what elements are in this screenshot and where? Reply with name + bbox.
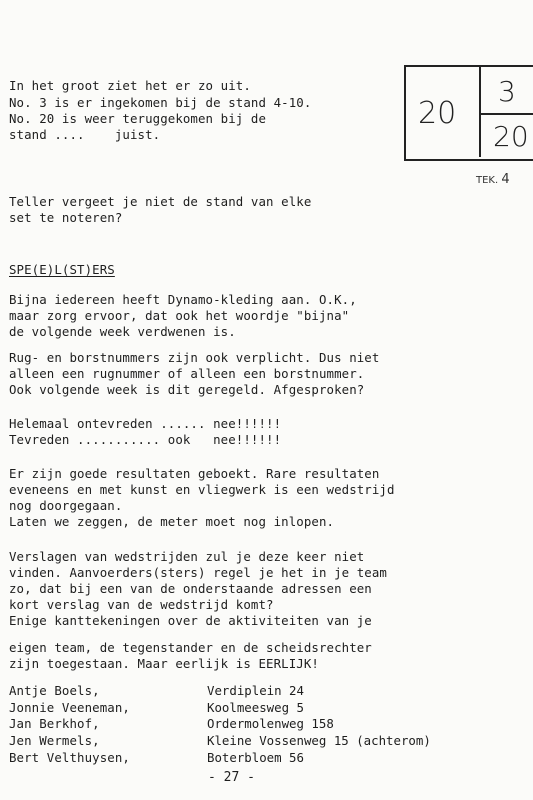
paragraph-line: Ook volgende week is dit geregeld. Afgesproken? bbox=[9, 382, 365, 397]
scoreboard-left-number: 20 bbox=[418, 96, 457, 131]
intro-line: stand .... juist. bbox=[9, 127, 161, 142]
paragraph-line: Tevreden ........... ook nee!!!!!! bbox=[9, 432, 282, 447]
contact-address: Ordermolenweg 158 bbox=[207, 716, 334, 731]
contact-name: Jan Berkhof, bbox=[9, 716, 100, 731]
scoreboard-bottom-number: 20 bbox=[493, 120, 529, 153]
contact-name: Bert Velthuysen, bbox=[9, 750, 130, 765]
paragraph-line: alleen een rugnummer of alleen een borstnummer. bbox=[9, 366, 365, 381]
contact-name: Jen Wermels, bbox=[9, 733, 100, 748]
scoreboard-figure bbox=[398, 61, 533, 161]
paragraph-line: kort verslag van de wedstrijd komt? bbox=[9, 597, 274, 612]
teller-note-line: Teller vergeet je niet de stand van elke bbox=[9, 194, 312, 209]
paragraph-line: eigen team, de tegenstander en de scheidsrechter bbox=[9, 640, 372, 655]
intro-line: No. 3 is er ingekomen bij de stand 4-10. bbox=[9, 95, 312, 110]
scoreboard-divider bbox=[479, 65, 481, 157]
paragraph-line: vinden. Aanvoerders(sters) regel je het in je team bbox=[9, 565, 387, 580]
paragraph-line: maar zorg ervoor, dat ook het woordje "bijna" bbox=[9, 308, 350, 323]
contact-address: Verdiplein 24 bbox=[207, 683, 304, 698]
paragraph-line: de volgende week verdwenen is. bbox=[9, 324, 236, 339]
paragraph-line: nog doorgegaan. bbox=[9, 498, 123, 513]
contact-name: Jonnie Veeneman, bbox=[9, 700, 130, 715]
page-number: - 27 - bbox=[208, 770, 255, 785]
teller-note-line: set te noteren? bbox=[9, 210, 123, 225]
paragraph-line: Enige kanttekeningen over de aktiviteiten van je bbox=[9, 613, 372, 628]
contact-address: Kleine Vossenweg 15 (achterom) bbox=[207, 733, 431, 748]
intro-line: No. 20 is weer teruggekomen bij de bbox=[9, 111, 267, 126]
contact-address: Koolmeesweg 5 bbox=[207, 700, 304, 715]
paragraph-line: Rug- en borstnummers zijn ook verplicht. Dus niet bbox=[9, 350, 380, 365]
paragraph-line: Helemaal ontevreden ...... nee!!!!!! bbox=[9, 416, 282, 431]
scoreboard-top-number: 3 bbox=[498, 75, 516, 108]
contact-address: Boterbloem 56 bbox=[207, 750, 304, 765]
paragraph-line: Er zijn goede resultaten geboekt. Rare resultaten bbox=[9, 466, 380, 481]
figure-caption bbox=[476, 172, 510, 187]
paragraph-line: eveneens en met kunst en vliegwerk is een wedstrijd bbox=[9, 482, 395, 497]
paragraph-line: zijn toegestaan. Maar eerlijk is EERLIJK! bbox=[9, 656, 319, 671]
figure-caption-number: 4 bbox=[501, 172, 510, 187]
scoreboard-divider bbox=[481, 113, 533, 115]
paragraph-line: Bijna iedereen heeft Dynamo-kleding aan. O.K., bbox=[9, 292, 357, 307]
paragraph-line: Laten we zeggen, de meter moet nog inlopen. bbox=[9, 514, 335, 529]
intro-line: In het groot ziet het er zo uit. bbox=[9, 78, 251, 93]
figure-caption-label: TEK. bbox=[476, 175, 499, 186]
paragraph-line: zo, dat bij een van de onderstaande adressen een bbox=[9, 581, 372, 596]
section-heading: SPE(E)L(ST)ERS bbox=[9, 262, 115, 277]
paragraph-line: Verslagen van wedstrijden zul je deze keer niet bbox=[9, 549, 365, 564]
contact-name: Antje Boels, bbox=[9, 683, 100, 698]
